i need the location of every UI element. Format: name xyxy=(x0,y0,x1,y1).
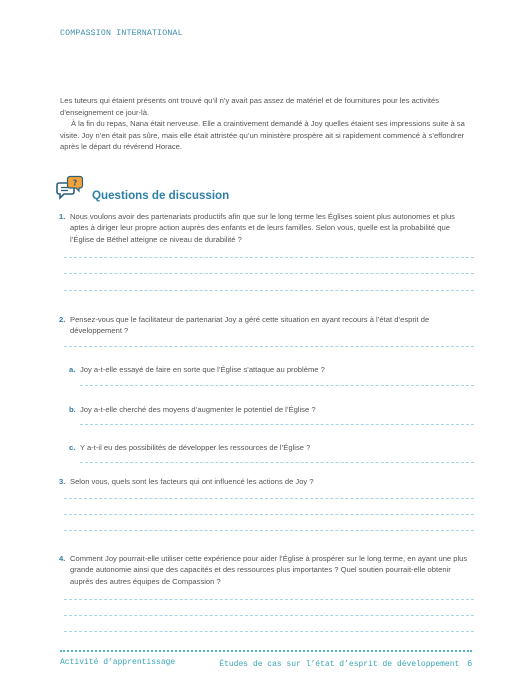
sub-question-letter: c. xyxy=(69,443,76,452)
footer-title-text: Études de cas sur l’état d’esprit de développement xyxy=(219,660,460,669)
svg-text:?: ? xyxy=(72,178,78,188)
footer-section-label: Activité d’apprentissage xyxy=(60,658,176,667)
footer-doc-title xyxy=(219,658,472,669)
answer-line[interactable] xyxy=(64,290,474,291)
answer-line[interactable] xyxy=(64,257,474,258)
discussion-heading xyxy=(56,175,229,206)
footer-divider xyxy=(60,650,472,652)
answer-line[interactable] xyxy=(64,631,474,632)
answer-line[interactable] xyxy=(64,615,474,616)
intro-paragraph-1: Les tuteurs qui étaient présents ont trouvé qu’il n’y avait pas assez de matériel et de fournitures pour les activités d’enseignement ce jour-là. xyxy=(60,96,440,117)
sub-question-c xyxy=(69,442,311,453)
question-3 xyxy=(59,476,470,487)
sub-question-letter: a. xyxy=(69,365,76,374)
sub-question-text: Joy a-t-elle cherché des moyens d’augmenter le potentiel de l’Église ? xyxy=(80,405,316,414)
running-header: COMPASSION INTERNATIONAL xyxy=(60,29,183,38)
answer-line[interactable] xyxy=(64,273,474,274)
answer-line[interactable] xyxy=(80,462,474,463)
question-number: 4. xyxy=(59,554,66,563)
discussion-title: Questions de discussion xyxy=(92,189,230,202)
question-text: Pensez-vous que le facilitateur de partenariat Joy a géré cette situation en ayant recours à l’état d’esprit de développement ? xyxy=(70,315,430,336)
question-text: Nous voulons avoir des partenariats productifs afin que sur le long terme les Églises soient plus autonomes et plus aptes à diriger leur propre action auprès des enfants et de leurs familles. Selon vous, quelle est la probabilité que l’Église de Béthel atteigne ce niveau de durabilité ? xyxy=(70,212,455,244)
question-number: 1. xyxy=(59,212,66,221)
question-bubble-icon xyxy=(56,175,84,206)
answer-line[interactable] xyxy=(64,530,474,531)
question-text: Comment Joy pourrait-elle utiliser cette expérience pour aider l’Église à prospérer sur le long terme, en ayant une plus grande autonomie ainsi que des capacités et des ressources plus importantes ? Quel soutien pourrait-elle obtenir auprès des autres équipes de Compassion ? xyxy=(70,554,468,586)
sub-question-b xyxy=(69,404,316,415)
page-number: 6 xyxy=(467,658,472,668)
question-text: Selon vous, quels sont les facteurs qui ont influencé les actions de Joy ? xyxy=(70,477,314,486)
question-number: 2. xyxy=(59,315,66,324)
sub-question-text: Y a-t-il eu des possibilités de développer les ressources de l’Église ? xyxy=(80,443,311,452)
answer-line[interactable] xyxy=(64,599,474,600)
question-2 xyxy=(59,314,470,337)
answer-line[interactable] xyxy=(64,498,474,499)
answer-line[interactable] xyxy=(64,514,474,515)
sub-question-letter: b. xyxy=(69,405,76,414)
sub-question-text: Joy a-t-elle essayé de faire en sorte que l’Église s’attaque au problème ? xyxy=(80,365,325,374)
intro-paragraph-2: À la fin du repas, Nana était nerveuse. Elle a craintivement demandé à Joy quelles étaient ses impressions suite à sa visite. Joy n’en était pas sûre, mais elle était attristée qu’un ministère prospère ait si rapidement commencé à s’effondrer après le départ du révérend Horace. xyxy=(60,119,465,151)
intro-text xyxy=(60,95,478,153)
answer-line[interactable] xyxy=(64,346,474,347)
question-number: 3. xyxy=(59,477,66,486)
sub-question-a xyxy=(69,364,325,375)
answer-line[interactable] xyxy=(80,424,474,425)
question-1 xyxy=(59,211,470,245)
answer-line[interactable] xyxy=(80,385,474,386)
question-4 xyxy=(59,553,470,587)
